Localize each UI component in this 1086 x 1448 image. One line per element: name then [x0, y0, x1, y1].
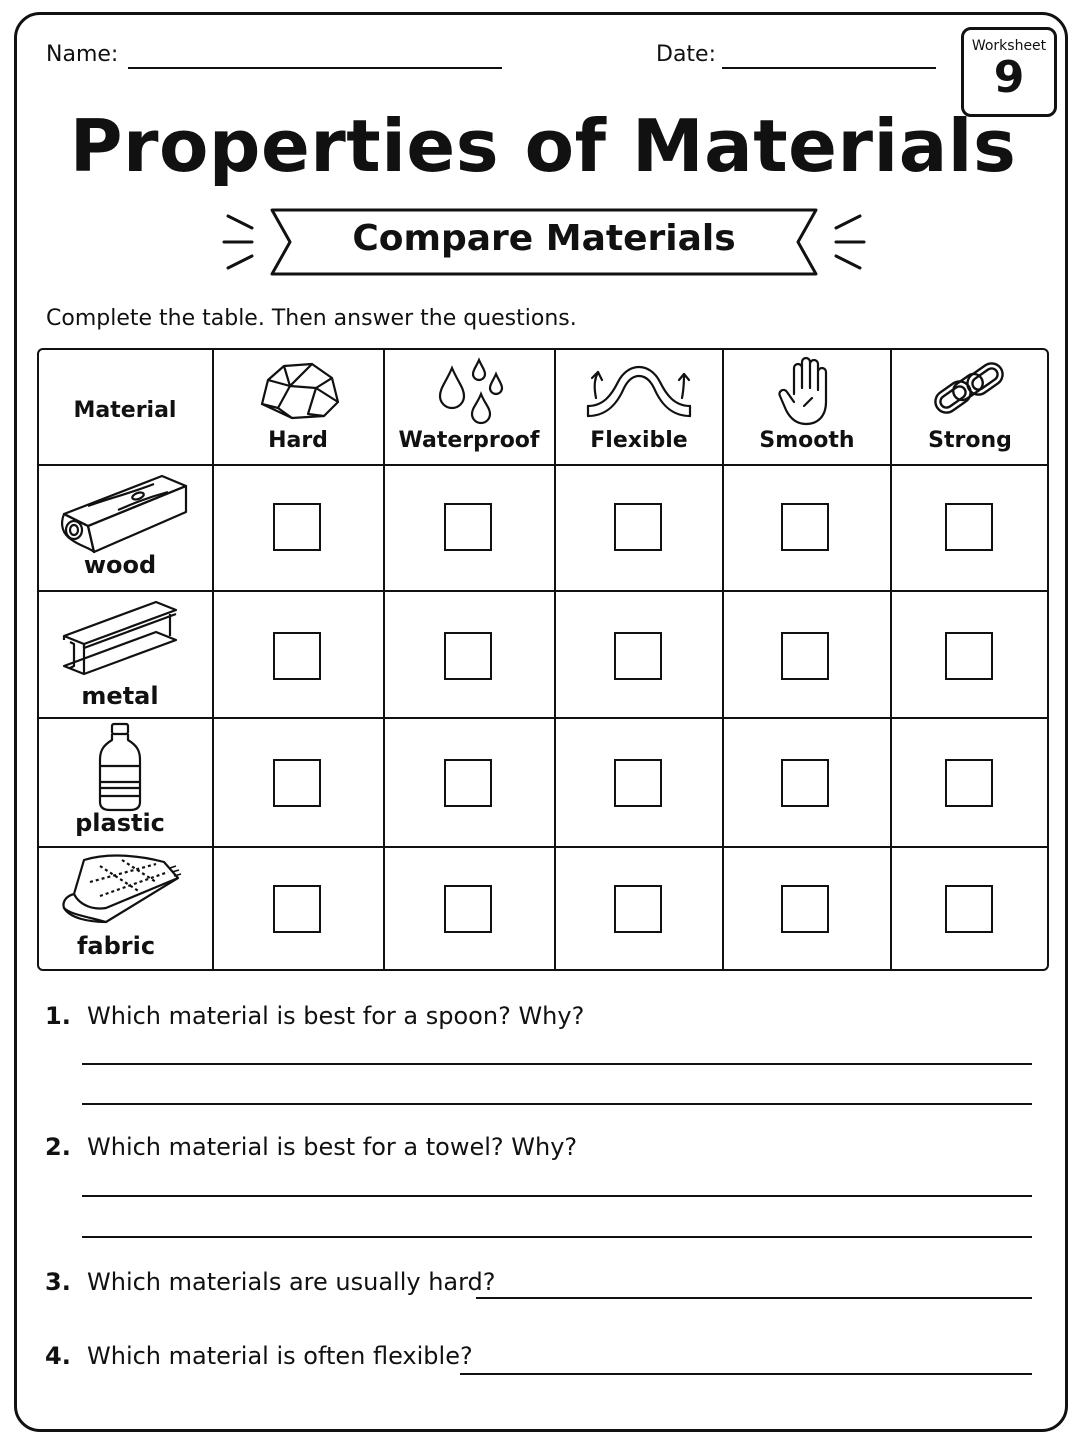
- checkbox-metal-smooth[interactable]: [781, 632, 829, 680]
- row-label-plastic: plastic: [75, 809, 165, 837]
- checkbox-wood-strong[interactable]: [945, 503, 993, 551]
- name-label: Name:: [46, 42, 119, 67]
- question-text: Which material is best for a spoon? Why?: [87, 1002, 585, 1030]
- checkbox-metal-waterproof[interactable]: [444, 632, 492, 680]
- question-1: [45, 1002, 584, 1030]
- name-field[interactable]: [128, 67, 502, 69]
- checkbox-fabric-hard[interactable]: [273, 885, 321, 933]
- question-2: [45, 1133, 577, 1161]
- date-field[interactable]: [722, 67, 936, 69]
- checkbox-plastic-strong[interactable]: [945, 759, 993, 807]
- question-4: [45, 1342, 473, 1370]
- checkbox-wood-flexible[interactable]: [614, 503, 662, 551]
- answer-line-1a[interactable]: [82, 1063, 1032, 1065]
- rock-icon: [256, 358, 342, 422]
- steel-beam-icon: [60, 600, 180, 686]
- water-drops-icon: [434, 356, 508, 428]
- column-smooth: Smooth: [759, 428, 855, 453]
- checkbox-fabric-flexible[interactable]: [614, 885, 662, 933]
- answer-line-4[interactable]: [460, 1373, 1032, 1375]
- question-text: Which material is often flexible?: [87, 1342, 473, 1370]
- column-hard: Hard: [268, 428, 328, 453]
- question-text: Which material is best for a towel? Why?: [87, 1133, 578, 1161]
- checkbox-fabric-strong[interactable]: [945, 885, 993, 933]
- question-number: 2.: [45, 1133, 71, 1161]
- table-corner-label: Material: [73, 398, 177, 423]
- checkbox-metal-hard[interactable]: [273, 632, 321, 680]
- checkbox-wood-smooth[interactable]: [781, 503, 829, 551]
- checkbox-metal-flexible[interactable]: [614, 632, 662, 680]
- wood-plank-icon: [58, 472, 188, 554]
- page-title: Properties of Materials: [69, 104, 1017, 188]
- column-flexible: Flexible: [590, 428, 688, 453]
- checkbox-plastic-flexible[interactable]: [614, 759, 662, 807]
- checkbox-plastic-smooth[interactable]: [781, 759, 829, 807]
- hand-icon: [776, 354, 838, 428]
- question-text: Which materials are usually hard?: [87, 1268, 496, 1296]
- subtitle: Compare Materials: [352, 218, 736, 259]
- row-label-metal: metal: [81, 682, 159, 710]
- column-waterproof: Waterproof: [398, 428, 540, 453]
- checkbox-fabric-waterproof[interactable]: [444, 885, 492, 933]
- row-label-fabric: fabric: [76, 932, 156, 960]
- column-strong: Strong: [928, 428, 1012, 453]
- instruction-text: Complete the table. Then answer the questions.: [46, 306, 577, 331]
- answer-line-1b[interactable]: [82, 1103, 1032, 1105]
- checkbox-wood-waterproof[interactable]: [444, 503, 492, 551]
- question-number: 3.: [45, 1268, 71, 1296]
- answer-line-2b[interactable]: [82, 1236, 1032, 1238]
- chain-link-icon: [930, 356, 1012, 424]
- burst-left-icon: [224, 216, 252, 268]
- answer-line-3[interactable]: [476, 1297, 1032, 1299]
- question-3: [45, 1268, 496, 1296]
- plastic-bottle-icon: [96, 722, 144, 812]
- worksheet-badge-label: Worksheet: [971, 38, 1047, 54]
- question-number: 4.: [45, 1342, 71, 1370]
- worksheet-number: 9: [993, 52, 1025, 103]
- answer-line-2a[interactable]: [82, 1195, 1032, 1197]
- checkbox-plastic-waterproof[interactable]: [444, 759, 492, 807]
- checkbox-fabric-smooth[interactable]: [781, 885, 829, 933]
- checkbox-plastic-hard[interactable]: [273, 759, 321, 807]
- row-label-wood: wood: [83, 551, 157, 579]
- checkbox-metal-strong[interactable]: [945, 632, 993, 680]
- burst-right-icon: [836, 216, 864, 268]
- fabric-cloth-icon: [60, 852, 184, 932]
- question-number: 1.: [45, 1002, 71, 1030]
- bending-strip-icon: [584, 358, 696, 422]
- date-label: Date:: [656, 42, 716, 67]
- checkbox-wood-hard[interactable]: [273, 503, 321, 551]
